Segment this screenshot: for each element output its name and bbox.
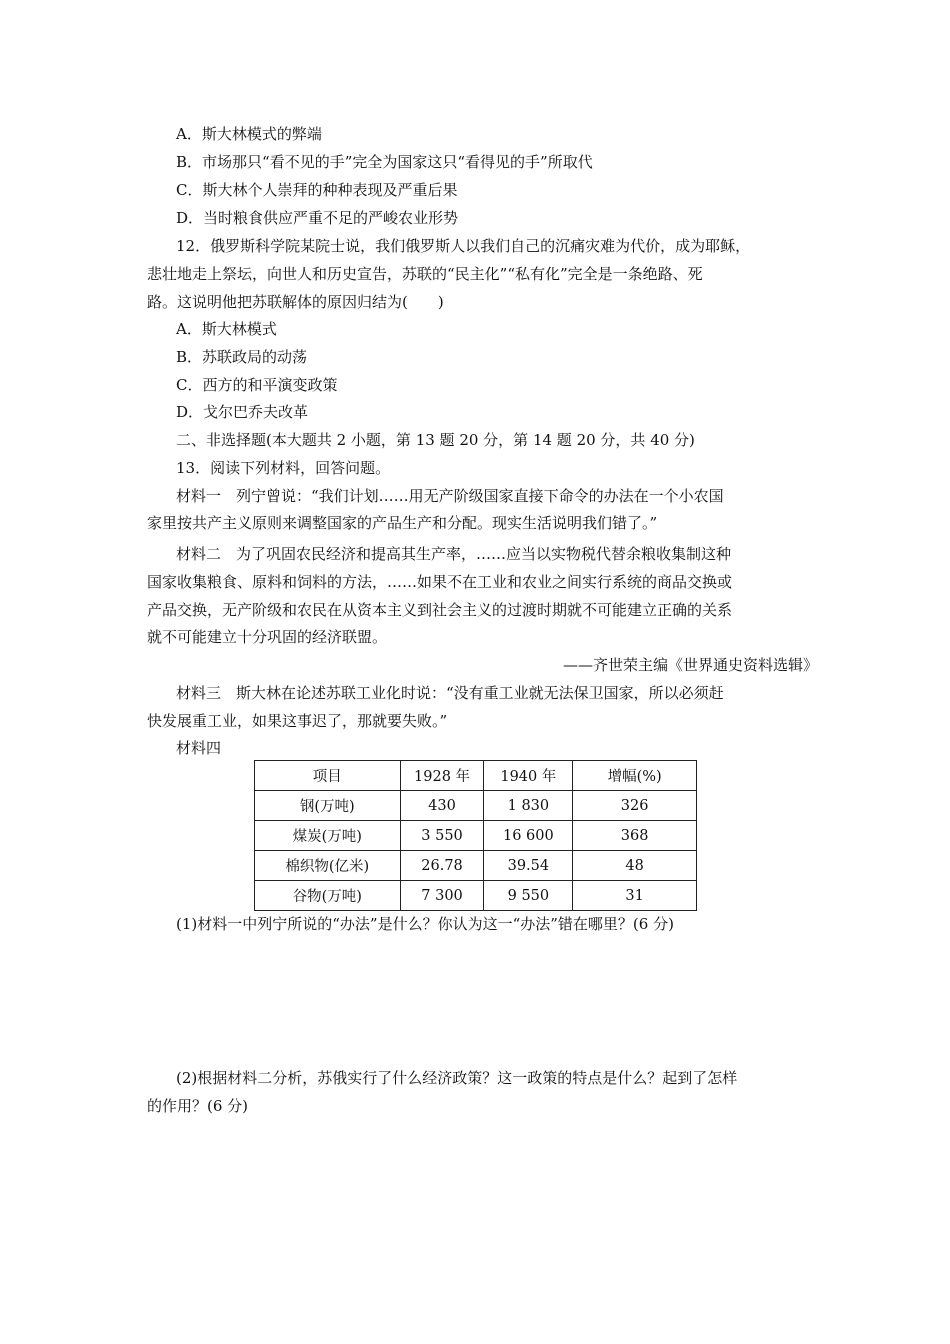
- q11-option-d: D．当时粮食供应严重不足的严峻农业形势: [176, 209, 459, 227]
- table-cell: 368: [573, 821, 697, 851]
- subquestion-2-line-1: (2)根据材料二分析，苏俄实行了什么经济政策？这一政策的特点是什么？起到了怎样: [176, 1069, 738, 1087]
- q13-intro: 13．阅读下列材料，回答问题。: [176, 459, 391, 477]
- table-header-item: 项目: [255, 761, 401, 791]
- q12-stem-line-2: 悲壮地走上祭坛，向世人和历史宣告，苏联的“民主化”“私有化”完全是一条绝路、死: [147, 265, 703, 283]
- material3-line-1: 材料三 斯大林在论述苏联工业化时说：“没有重工业就无法保卫国家，所以必须赶: [176, 684, 724, 702]
- table-cell: 26.78: [400, 851, 484, 881]
- table-cell: 1 830: [484, 791, 573, 821]
- subquestion-1: (1)材料一中列宁所说的“办法”是什么？你认为这一“办法”错在哪里？(6 分): [176, 915, 674, 933]
- material2-line-1: 材料二 为了巩固农民经济和提高其生产率，……应当以实物税代替余粮收集制这种: [176, 545, 732, 563]
- q11-option-a: A．斯大林模式的弊端: [176, 125, 322, 143]
- material2-line-2: 国家收集粮食、原料和饲料的方法，……如果不在工业和农业之间实行系统的商品交换或: [147, 573, 733, 591]
- material4-label: 材料四: [176, 739, 222, 757]
- table-header-row: [255, 761, 697, 791]
- table-cell: 16 600: [484, 821, 573, 851]
- q12-option-d: D．戈尔巴乔夫改革: [176, 403, 309, 421]
- table-cell: 48: [573, 851, 697, 881]
- table-row: [255, 821, 697, 851]
- material1-line-1: 材料一 列宁曾说：“我们计划……用无产阶级国家直接下命令的办法在一个小农国: [176, 487, 724, 505]
- table-cell: 3 550: [400, 821, 484, 851]
- table-row: [255, 881, 697, 911]
- table-row: [255, 791, 697, 821]
- material3-line-2: 快发展重工业，如果这事迟了，那就要失败。”: [147, 712, 448, 730]
- material1-line-2: 家里按共产主义原则来调整国家的产品生产和分配。现实生活说明我们错了。”: [147, 514, 658, 532]
- table-cell: 煤炭(万吨): [255, 821, 401, 851]
- table-row: [255, 851, 697, 881]
- material2-line-4: 就不可能建立十分巩固的经济联盟。: [147, 628, 388, 646]
- q11-option-b: B．市场那只“看不见的手”完全为国家这只“看得见的手”所取代: [176, 153, 593, 171]
- q12-option-b: B．苏联政局的动荡: [176, 348, 308, 366]
- table-cell: 31: [573, 881, 697, 911]
- table-cell: 7 300: [400, 881, 484, 911]
- q12-option-a: A．斯大林模式: [176, 320, 277, 338]
- table-cell: 430: [400, 791, 484, 821]
- q12-stem-line-3: 路。这说明他把苏联解体的原因归结为( ): [147, 293, 444, 311]
- material4-table: [254, 760, 697, 911]
- table-cell: 棉织物(亿米): [255, 851, 401, 881]
- material2-source: ——齐世荣主编《世界通史资料选辑》: [562, 656, 818, 674]
- subquestion-2-line-2: 的作用？(6 分): [147, 1097, 249, 1115]
- q11-option-c: C．斯大林个人崇拜的种种表现及严重后果: [176, 181, 458, 199]
- table-cell: 谷物(万吨): [255, 881, 401, 911]
- table-header-1928: 1928 年: [400, 761, 484, 791]
- table-header-1940: 1940 年: [484, 761, 573, 791]
- table-header-growth: 增幅(%): [573, 761, 697, 791]
- table-cell: 326: [573, 791, 697, 821]
- q12-option-c: C．西方的和平演变政策: [176, 376, 338, 394]
- q12-stem-line-1: 12．俄罗斯科学院某院士说，我们俄罗斯人以我们自己的沉痛灾难为代价，成为耶稣，: [176, 237, 751, 255]
- table-cell: 9 550: [484, 881, 573, 911]
- table-cell: 钢(万吨): [255, 791, 401, 821]
- material2-line-3: 产品交换，无产阶级和农民在从资本主义到社会主义的过渡时期就不可能建立正确的关系: [147, 601, 733, 619]
- section-heading: 二、非选择题(本大题共 2 小题，第 13 题 20 分，第 14 题 20 分，共 40 分): [176, 431, 695, 449]
- table-cell: 39.54: [484, 851, 573, 881]
